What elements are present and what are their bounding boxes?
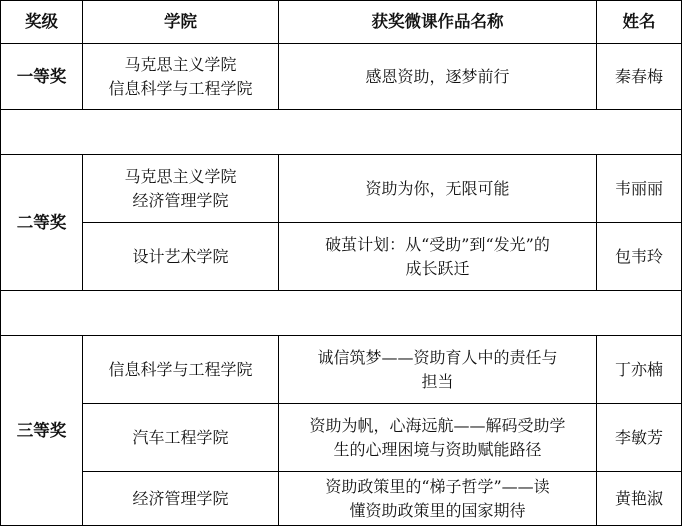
header-row [1,1,682,44]
college-line: 汽车工程学院 [132,427,229,447]
college-cell [83,44,279,110]
third-prize-label: 三等奖 [1,336,83,526]
work-cell [279,155,597,223]
table-row [1,472,682,526]
work-line: 诚信筑梦——资助育人中的责任与 [317,347,558,367]
table-row [1,155,682,223]
table-row [1,44,682,110]
work-line: 生的心理困境与资助赋能路径 [333,439,542,459]
college-line: 信息科学与工程学院 [108,78,253,98]
work-line: 资助为帆，心海远航——解码受助学 [309,415,566,435]
work-cell [279,223,597,291]
work-line: 感恩资助，逐梦前行 [365,66,510,86]
header-college: 学院 [83,1,279,44]
name-cell: 黄艳淑 [597,472,682,526]
work-line: 破茧计划：从“受助”到“发光”的 [325,234,550,254]
college-cell [83,404,279,472]
table-row [1,404,682,472]
college-cell [83,472,279,526]
work-line: 担当 [421,371,454,391]
name-cell: 李敏芳 [597,404,682,472]
college-line: 马克思主义学院 [124,166,237,186]
college-line: 经济管理学院 [132,190,229,210]
spacer-cell [1,291,682,336]
second-prize-label: 二等奖 [1,155,83,291]
work-cell [279,404,597,472]
spacer-row [1,291,682,336]
work-line: 成长跃迁 [405,258,470,278]
work-line: 懂资助政策里的国家期待 [349,500,526,520]
work-line: 资助为你，无限可能 [365,178,510,198]
college-cell [83,223,279,291]
first-prize-label: 一等奖 [1,44,83,110]
spacer-cell [1,110,682,155]
header-work: 获奖微课作品名称 [279,1,597,44]
name-cell: 秦春梅 [597,44,682,110]
college-cell [83,336,279,404]
table-row [1,336,682,404]
work-cell [279,44,597,110]
college-line: 经济管理学院 [132,488,229,508]
table-row [1,223,682,291]
name-cell: 韦丽丽 [597,155,682,223]
work-cell [279,336,597,404]
name-cell: 丁亦楠 [597,336,682,404]
spacer-row [1,110,682,155]
college-cell [83,155,279,223]
header-name: 姓名 [597,1,682,44]
college-line: 马克思主义学院 [124,54,237,74]
college-line: 设计艺术学院 [132,246,229,266]
college-line: 信息科学与工程学院 [108,359,253,379]
header-level: 奖级 [1,1,83,44]
name-cell: 包韦玲 [597,223,682,291]
work-line: 资助政策里的“梯子哲学”——读 [325,476,550,496]
work-cell [279,472,597,526]
